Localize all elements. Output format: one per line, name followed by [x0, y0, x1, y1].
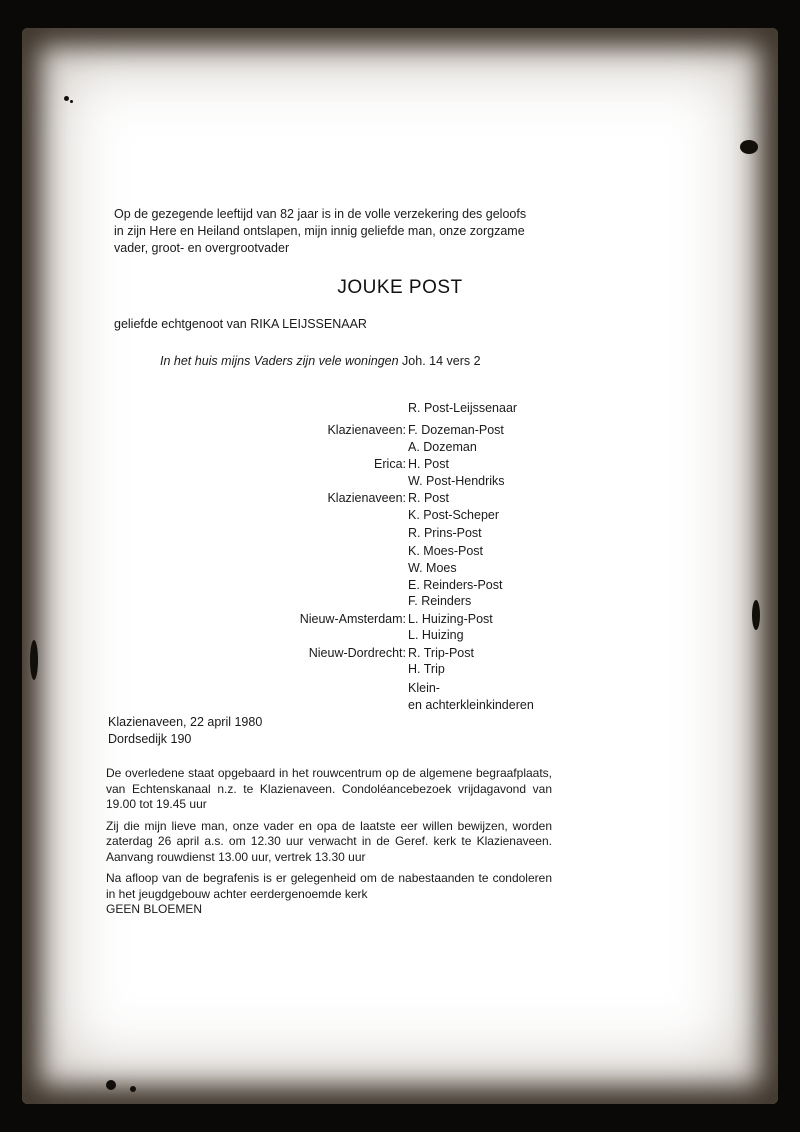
bible-quote: [160, 353, 481, 370]
family-row: [0, 611, 800, 628]
family-row: [0, 490, 800, 507]
family-place: Erica:: [374, 457, 406, 471]
family-member-name: en achterkleinkinderen: [408, 698, 534, 712]
family-member-name: R. Trip-Post: [408, 646, 474, 660]
notice-block: [106, 766, 552, 924]
family-row: [0, 543, 800, 560]
intro-line: vader, groot- en overgrootvader: [114, 241, 290, 255]
family-row: [0, 661, 800, 678]
family-member-name: R. Post-Leijssenaar: [408, 401, 518, 415]
family-row: [0, 456, 800, 473]
family-row: [0, 422, 800, 439]
family-place: Klazienaveen:: [327, 491, 406, 505]
family-member-name: W. Post-Hendriks: [408, 474, 505, 488]
family-row: [0, 400, 800, 417]
family-member-name: F. Dozeman-Post: [408, 423, 504, 437]
family-row: [0, 577, 800, 594]
family-member-name: R. Prins-Post: [408, 526, 482, 540]
quote-reference: Joh. 14 vers 2: [402, 354, 481, 368]
family-row: [0, 680, 800, 697]
family-member-name: H. Trip: [408, 662, 445, 676]
family-member-name: A. Dozeman: [408, 440, 477, 454]
family-place: Nieuw-Amsterdam:: [299, 612, 406, 626]
family-place: Nieuw-Dordrecht:: [308, 646, 406, 660]
family-row: [0, 560, 800, 577]
family-member-name: K. Post-Scheper: [408, 508, 500, 522]
grunge-speck: [106, 1080, 116, 1090]
intro-line: Op de gezegende leeftijd van 82 jaar is in de volle verzekering des geloofs: [114, 207, 527, 221]
family-row: [0, 593, 800, 610]
date-block: [108, 714, 262, 748]
family-member-name: L. Huizing: [408, 628, 464, 642]
date-place: Klazienaveen, 22 april 1980: [108, 715, 263, 729]
family-row: [0, 507, 800, 524]
family-member-name: K. Moes-Post: [408, 544, 484, 558]
family-member-name: F. Reinders: [408, 594, 472, 608]
intro-paragraph: [114, 206, 560, 257]
family-member-name: R. Post: [408, 491, 449, 505]
family-row: [0, 697, 800, 714]
family-place: Klazienaveen:: [327, 423, 406, 437]
grunge-speck: [130, 1086, 136, 1092]
spouse-line: geliefde echtgenoot van RIKA LEIJSSENAAR: [114, 317, 367, 331]
family-row: [0, 525, 800, 542]
grunge-speck: [64, 96, 69, 101]
quote-text: In het huis mijns Vaders zijn vele woningen: [160, 354, 399, 368]
notice-service: Zij die mijn lieve man, onze vader en opa de laatste eer willen bewijzen, worden zaterdag 26 april a.s. om 12.30 uur verwacht in de Geref. kerk te Klazienaveen. Aanvang rouwdienst 13.00 uur, vertrek 13.30 uur: [106, 818, 552, 864]
family-row: [0, 473, 800, 490]
notice-viewing: De overledene staat opgebaard in het rouwcentrum op de algemene begraafplaats, van Echtenskanaal n.z. te Klazienaveen. Condoléancebezoek vrijdagavond van 19.00 tot 19.45 uur: [106, 766, 552, 811]
address: Dordsedijk 190: [108, 732, 192, 746]
family-row: [0, 627, 800, 644]
family-member-name: E. Reinders-Post: [408, 578, 503, 592]
family-member-name: W. Moes: [408, 561, 457, 575]
family-row: [0, 439, 800, 456]
family-member-name: H. Post: [408, 457, 449, 471]
family-member-name: L. Huizing-Post: [408, 612, 493, 626]
grunge-speck: [70, 100, 73, 103]
family-row: [0, 645, 800, 662]
notice-no-flowers: GEEN BLOEMEN: [106, 902, 203, 916]
intro-line: in zijn Here en Heiland ontslapen, mijn innig geliefde man, onze zorgzame: [114, 224, 525, 238]
deceased-name: JOUKE POST: [337, 277, 463, 298]
grunge-speck: [740, 140, 758, 154]
notice-condolences: Na afloop van de begrafenis is er gelegenheid om de nabestaanden te condoleren in het jeugdgebouw achter eerdergenoemde kerk: [106, 871, 552, 901]
family-member-name: Klein-: [408, 681, 440, 695]
